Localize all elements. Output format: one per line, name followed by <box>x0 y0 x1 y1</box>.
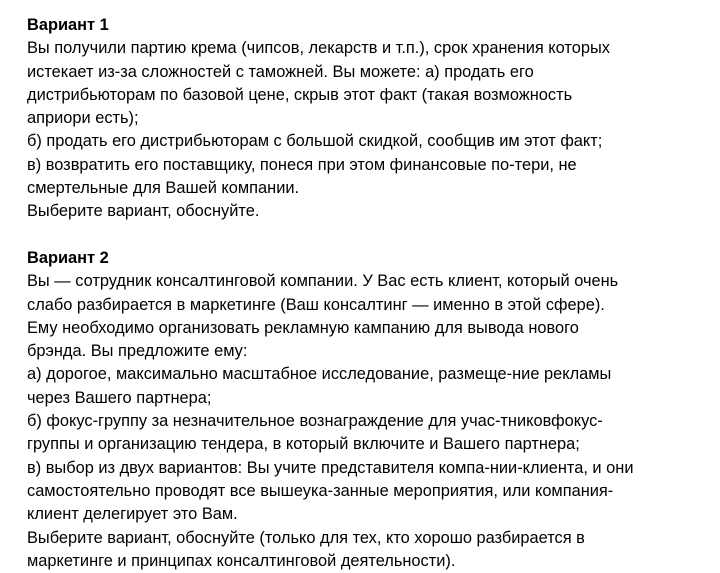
variant-1-title: Вариант 1 <box>27 16 109 34</box>
variant-1-line: Выберите вариант, обоснуйте. <box>27 202 260 221</box>
variant-2-line: группы и организацию тендера, в который включите и Вашего партнера; <box>27 435 580 454</box>
variant-2-line: Выберите вариант, обоснуйте (только для тех, кто хорошо разбирается в <box>27 528 585 547</box>
variant-1-line: Вы получили партию крема (чипсов, лекарств и т.п.), срок хранения которых <box>27 39 610 58</box>
variant-2-line: через Вашего партнера; <box>27 388 212 407</box>
variant-2-line: а) дорогое, максимально масштабное исследование, размеще-ние рекламы <box>27 365 612 384</box>
document-text <box>27 14 717 573</box>
paragraph-gap <box>27 224 717 247</box>
variant-2-line: брэнда. Вы предложите ему: <box>27 342 248 361</box>
variant-2-line: слабо разбирается в маркетинге (Ваш консалтинг — именно в этой сфере). <box>27 295 605 314</box>
variant-2-line: самостоятельно проводят все вышеука-занные мероприятия, или компания- <box>27 481 614 500</box>
variant-2-line: Ему необходимо организовать рекламную кампанию для вывода нового <box>27 318 579 337</box>
variant-2-line: б) фокус-группу за незначительное вознаграждение для учас-тниковфокус- <box>27 412 603 431</box>
variant-2 <box>27 247 717 573</box>
variant-2-line: Вы — сотрудник консалтинговой компании. У Вас есть клиент, который очень <box>27 272 619 291</box>
variant-1-line: истекает из-за сложностей с таможней. Вы можете: а) продать его <box>27 62 534 81</box>
variant-2-line: клиент делегирует это Вам. <box>27 505 238 524</box>
variant-1-line: б) продать его дистрибьюторам с большой скидкой, сообщив им этот факт; <box>27 132 603 151</box>
variant-1-line: в) возвратить его поставщику, понеся при этом финансовые по-тери, не <box>27 155 577 174</box>
variant-1-line: дистрибьюторам по базовой цене, скрыв этот факт (такая возможность <box>27 85 573 104</box>
variant-2-title: Вариант 2 <box>27 248 109 267</box>
variant-1-line: априори есть); <box>27 109 139 128</box>
variant-1 <box>27 14 717 224</box>
variant-1-line: смертельные для Вашей компании. <box>27 179 300 198</box>
variant-2-line: маркетинге и принципах консалтинговой деятельности). <box>27 551 456 570</box>
variant-2-line: в) выбор из двух вариантов: Вы учите представителя компа-нии-клиента, и они <box>27 458 634 477</box>
